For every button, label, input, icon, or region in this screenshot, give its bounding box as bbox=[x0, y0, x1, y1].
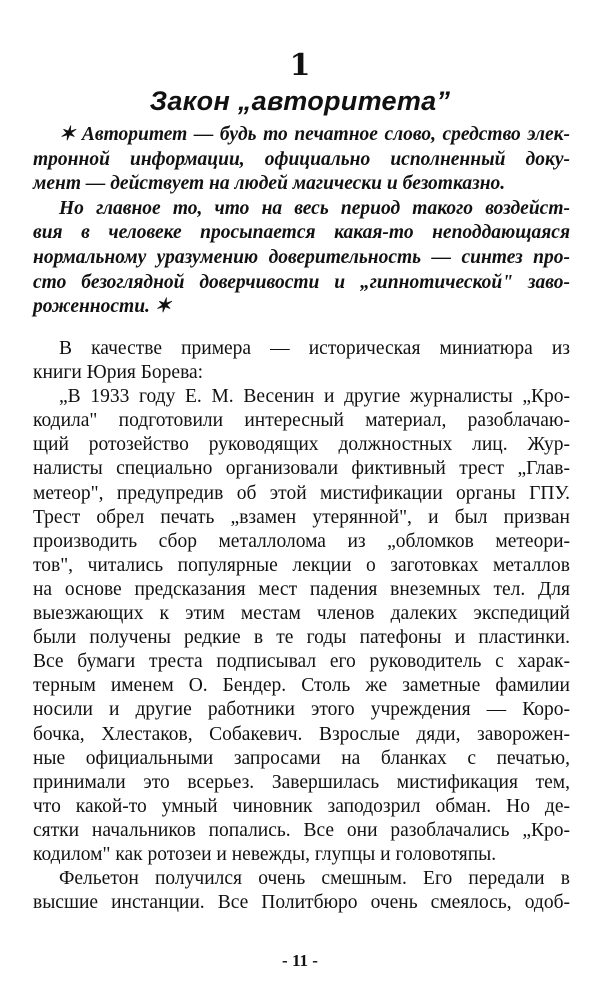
text-line: кодилом" как ротозеи и невежды, глупцы и головотяпы. bbox=[33, 843, 497, 865]
text-line: производить сбор металлолома из „обломков метеори- bbox=[33, 530, 570, 552]
text-line: Трест обрел печать „взамен утерянной", и был призван bbox=[33, 506, 570, 528]
text-line: „В 1933 году Е. М. Весенин и другие журналисты „Кро- bbox=[59, 386, 570, 408]
text-line: тов", читались популярные лекции о заготовках металлов bbox=[33, 554, 570, 576]
epigraph-line: роженности. ✶ bbox=[33, 296, 172, 318]
text-line: были получены редкие в те годы патефоны и пластинки. bbox=[33, 627, 570, 649]
epigraph-block bbox=[33, 123, 570, 320]
text-line: кодила" подготовили интересный материал, разоблачаю- bbox=[33, 410, 570, 432]
text-line: на основе предсказания мест падения внеземных тел. Для bbox=[33, 578, 570, 600]
text-line: носили и другие работники этого учреждения — Коро- bbox=[33, 699, 570, 721]
epigraph-line: вия в человеке просыпается какая-то неподдающаяся bbox=[33, 222, 570, 244]
text-line: ные официальными запросами на бланках с печатью, bbox=[33, 747, 570, 769]
chapter-number: 1 bbox=[289, 48, 311, 83]
epigraph-line: тронной информации, официально исполненный доку- bbox=[33, 148, 570, 170]
text-line: налисты специально организовали фиктивный трест „Глав- bbox=[33, 458, 570, 480]
text-line: терным именем О. Бендер. Столь же заметные фамилии bbox=[33, 675, 570, 697]
text-line: выезжающих к этим местам членов далеких экспедиций bbox=[33, 603, 570, 625]
text-line: высшие инстанции. Все Политбюро очень смеялось, одоб- bbox=[33, 892, 570, 914]
text-line: книги Юрия Борева: bbox=[33, 362, 204, 384]
chapter-title: Закон „авторитета” bbox=[149, 86, 451, 116]
body-text bbox=[33, 337, 570, 915]
text-line: бочка, Хлестаков, Собакевич. Взрослые дяди, заворожен- bbox=[33, 723, 570, 745]
text-line: щий ротозейство руководящих должностных лиц. Жур- bbox=[33, 434, 570, 456]
text-line: метеор", предупредив об этой мистификации органы ГПУ. bbox=[33, 482, 570, 504]
epigraph-line: Но главное то, что на весь период такого воздейст- bbox=[59, 197, 570, 219]
text-line: Все бумаги треста подписывал его руководитель с харак- bbox=[33, 651, 570, 673]
epigraph-line: сто безоглядной доверчивости и „гипнотической" заво- bbox=[33, 271, 570, 293]
epigraph-line: мент — действует на людей магически и безотказно. bbox=[33, 173, 506, 195]
text-line: принимали это всерьез. Завершилась мистификация тем, bbox=[33, 771, 570, 793]
page-number: - 11 - bbox=[282, 951, 318, 970]
epigraph-line: нормальному уразумению доверительность — синтез про- bbox=[33, 246, 570, 268]
epigraph-line: ✶ Авторитет — будь то печатное слово, средство элек- bbox=[59, 124, 570, 145]
text-line: сятки начальников попались. Все они разоблачались „Кро- bbox=[33, 819, 570, 841]
text-line: В качестве примера — историческая миниатюра из bbox=[59, 338, 570, 359]
text-line: что какой-то умный чиновник заподозрил обман. Но де- bbox=[33, 795, 570, 817]
text-line: Фельетон получился очень смешным. Его передали в bbox=[59, 868, 570, 890]
